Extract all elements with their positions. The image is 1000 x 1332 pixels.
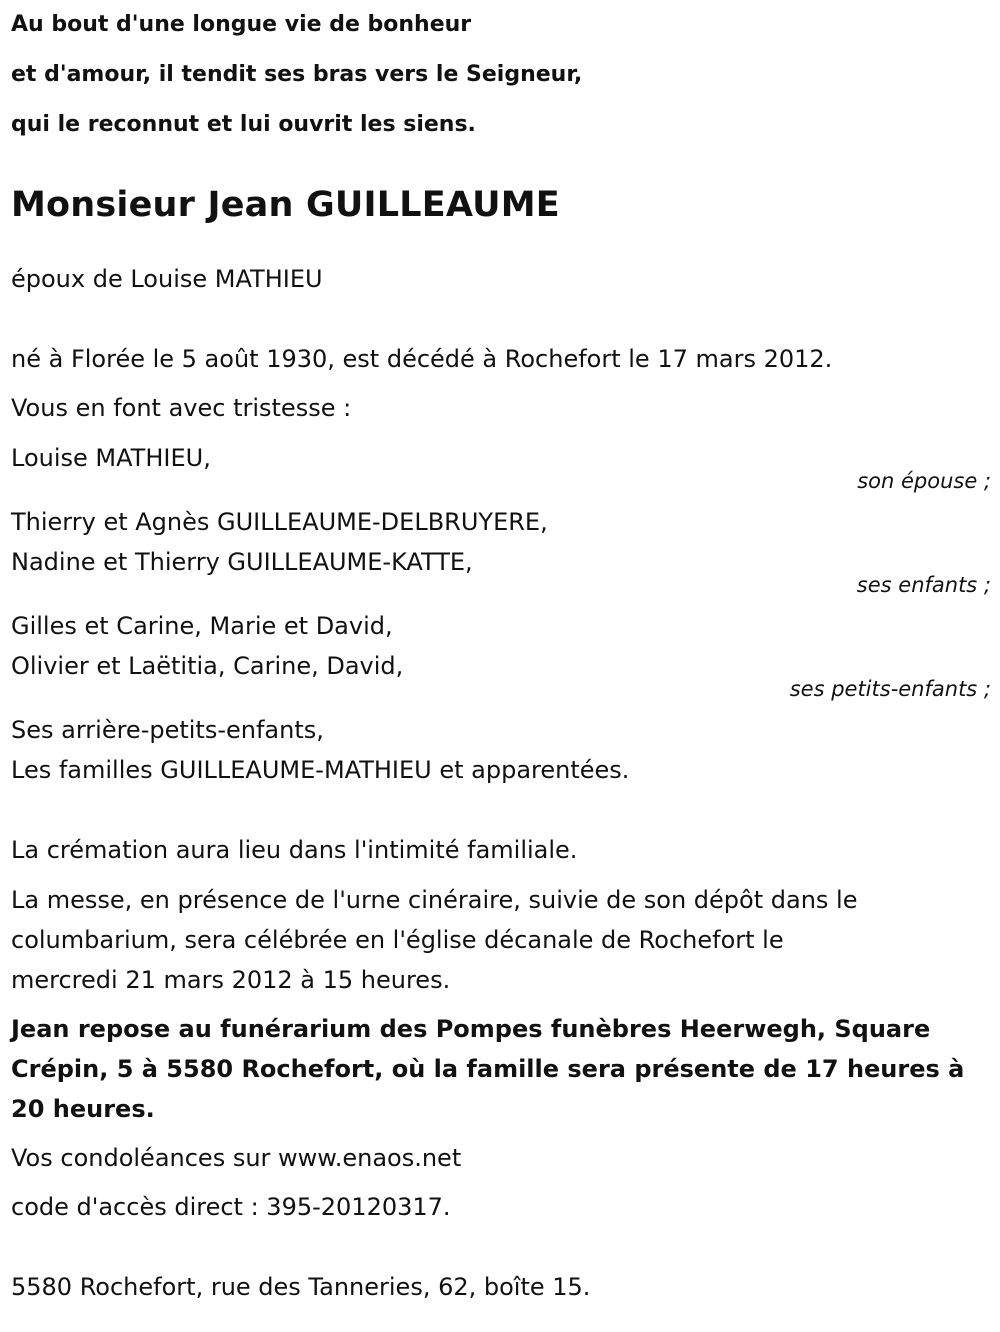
family-list [11,438,991,790]
deceased-name: Monsieur Jean GUILLEAUME [11,185,560,225]
family-role: ses enfants ; [856,573,991,597]
family-member: Olivier et Laëtitia, Carine, David, [11,652,404,680]
birth-death-line: né à Florée le 5 août 1930, est décédé à Rochefort le 17 mars 2012. [11,345,833,373]
verse-line: qui le reconnut et lui ouvrit les siens. [11,112,476,137]
address-line: 5580 Rochefort, rue des Tanneries, 62, boîte 15. [11,1273,591,1301]
condolences-line: Vos condoléances sur www.enaos.net [11,1144,462,1172]
mass-line: columbarium, sera célébrée en l'église décanale de Rochefort le [11,926,784,954]
family-member: Gilles et Carine, Marie et David, [11,612,393,640]
family-member: Ses arrière-petits-enfants, [11,716,324,744]
funerarium-line: Jean repose au funérarium des Pompes funèbres Heerwegh, Square [11,1015,931,1043]
family-member: Les familles GUILLEAUME-MATHIEU et apparentées. [11,756,630,784]
spouse-line: époux de Louise MATHIEU [11,265,323,293]
opening-verse [11,0,991,150]
family-role: son épouse ; [857,469,991,493]
obituary-notice [11,0,991,1307]
family-member: Louise MATHIEU, [11,444,211,472]
intro-line: Vous en font avec tristesse : [11,394,352,422]
cremation-line: La crémation aura lieu dans l'intimité familiale. [11,836,578,864]
mass-line: La messe, en présence de l'urne cinéraire, suivie de son dépôt dans le [11,886,858,914]
funerarium-line: 20 heures. [11,1095,155,1123]
verse-line: et d'amour, il tendit ses bras vers le Seigneur, [11,62,583,87]
mass-paragraph [11,880,991,1000]
verse-line: Au bout d'une longue vie de bonheur [11,12,472,37]
family-member: Nadine et Thierry GUILLEAUME-KATTE, [11,548,473,576]
funerarium-paragraph [11,1009,991,1129]
mass-line: mercredi 21 mars 2012 à 15 heures. [11,966,451,994]
funerarium-line: Crépin, 5 à 5580 Rochefort, où la famille sera présente de 17 heures à [11,1055,965,1083]
family-member: Thierry et Agnès GUILLEAUME-DELBRUYERE, [11,508,548,536]
family-role: ses petits-enfants ; [789,677,991,701]
access-code-line: code d'accès direct : 395-20120317. [11,1193,451,1221]
